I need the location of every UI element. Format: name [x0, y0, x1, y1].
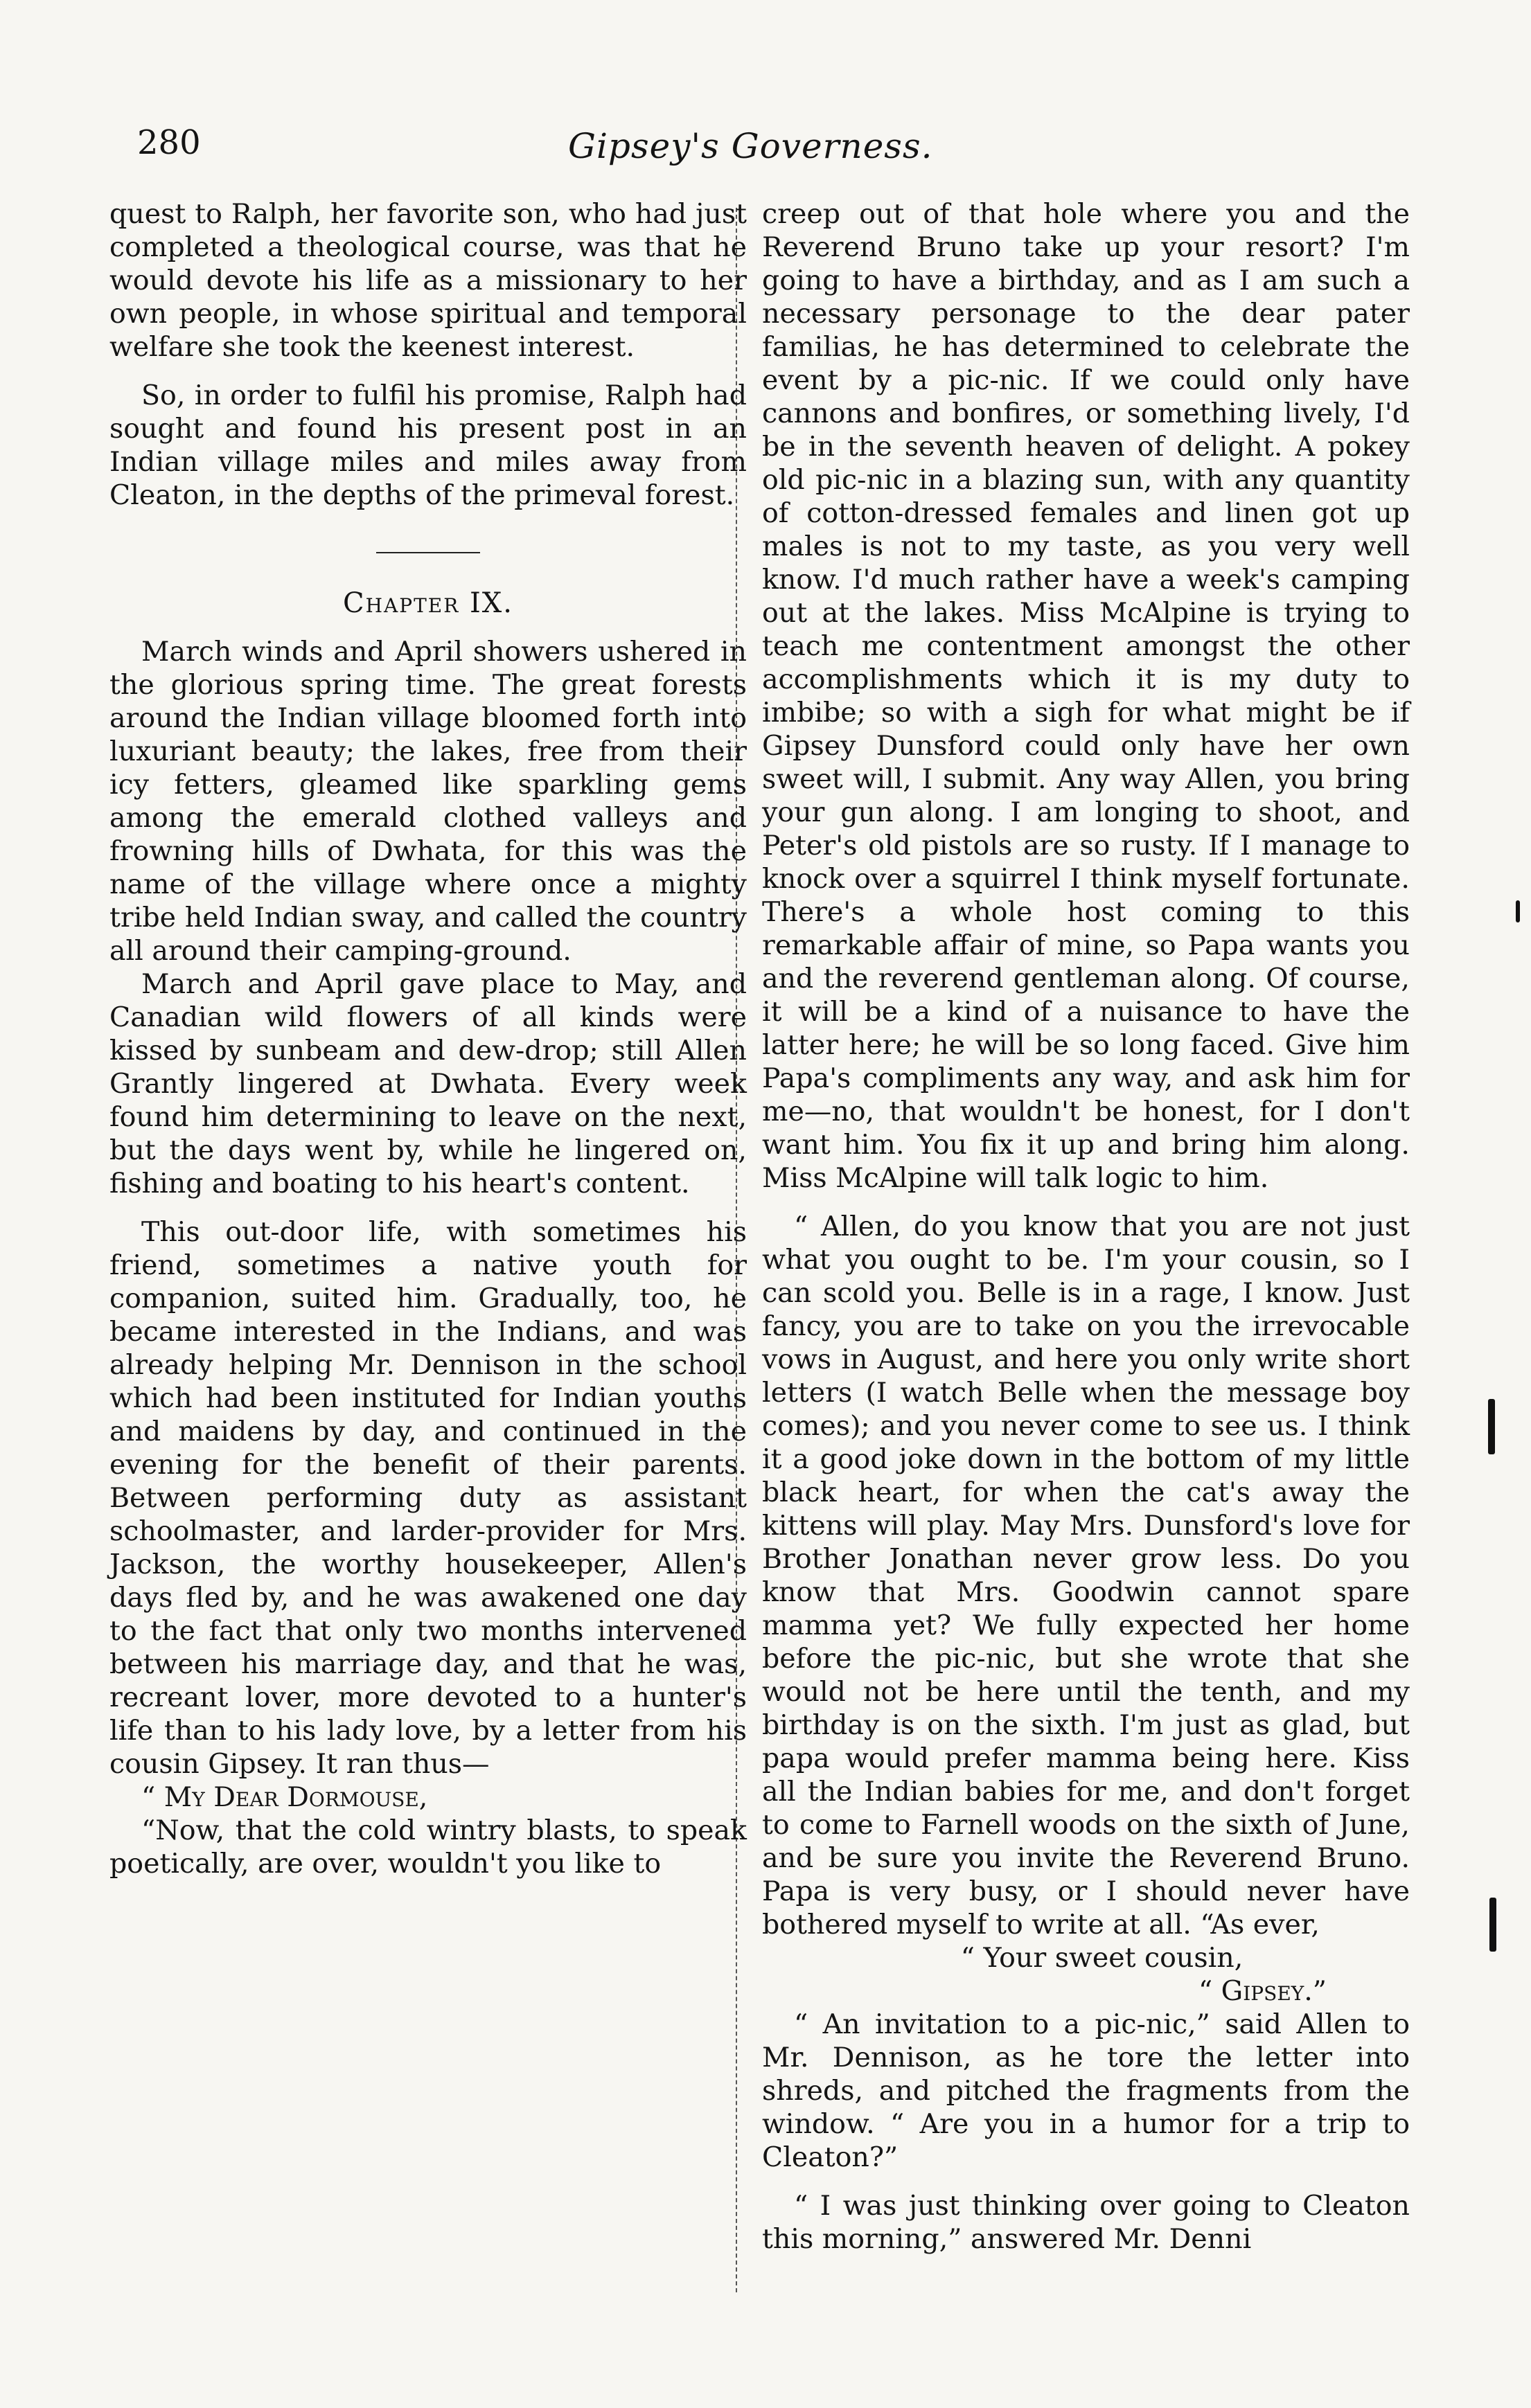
- paragraph: March and April gave place to May, and Canadian wild flowers of all kinds were kissed by sunbeam and dew-drop; still Allen Grantly lingered at Dwhata. Every week found him determining to leave on the next, but the days went by, while he lingered on, fishing and boating to his heart's content.: [109, 968, 747, 1199]
- page-number: 280: [137, 123, 201, 162]
- page-header: [125, 116, 1406, 186]
- paragraph: quest to Ralph, her favorite son, who had just completed a theological course, was that he would devote his life as a missionary to her own people, in whose spiritual and temporal welfare she took the keenest interest.: [109, 198, 747, 363]
- paragraph: “ An invitation to a pic-nic,” said Allen to Mr. Dennison, as he tore the letter into shreds, and pitched the fragments from the window. “ Are you in a humor for a trip to Cleaton?”: [762, 2008, 1410, 2173]
- paragraph: creep out of that hole where you and the Reverend Bruno take up your resort? I'm going to have a birthday, and as I am such a necessary personage to the dear pater familias, he has determined to celebrate the event by a pic-nic. If we could only have cannons and bonfires, or something lively, I'd be in the seventh heaven of delight. A pokey old pic-nic in a blazing sun, with any quantity of cotton-dressed females and linen got up males is not to my taste, as you very well know. I'd much rather have a week's camping out at the lakes. Miss McAlpine is trying to teach me contentment amongst the other accomplishments which it is my duty to imbibe; so with a sigh for what might be if Gipsey Dunsford could only have her own sweet will, I submit. Any way Allen, you bring your gun along. I am longing to shoot, and Peter's old pistols are so rusty. If I manage to knock over a squirrel I think myself fortunate. There's a whole host coming to this remarkable affair of mine, so Papa wants you and the reverend gentleman along. Of course, it will be a kind of a nuisance to have the latter here; he will be so long faced. Give him Papa's compliments any way, and ask him for me—no, that wouldn't be honest, for I don't want him. You fix it up and bring him along. Miss McAlpine will talk logic to him.: [762, 198, 1410, 1194]
- paragraph: “ Allen, do you know that you are not just what you ought to be. I'm your cousin, so I can scold you. Belle is in a rage, I know. Just fancy, you are to take on you the irrevocable vows in August, and here you only write short letters (I watch Belle when the message boy comes); and you never come to see us. I think it a good joke down in the bottom of my little black heart, for when the cat's away the kittens will play. May Mrs. Dunsford's love for Brother Jonathan never grow less. Do you know that Mrs. Goodwin cannot spare mamma yet? We fully expected her home before the pic-nic, but she wrote that she would not be here until the tenth, and my birthday is on the sixth. I'm just as glad, but papa would prefer mamma being here. Kiss all the Indian babies for me, and don't forget to come to Farnell woods on the sixth of June, and be sure you invite the Reverend Bruno. Papa is very busy, or I should never have bothered myself to write at all. “As ever,: [762, 1211, 1410, 1941]
- letter-closing: “ Your sweet cousin,: [960, 1942, 1244, 1974]
- paragraph: March winds and April showers ushered in the glorious spring time. The great forests around the Indian village bloomed forth into luxuriant beauty; the lakes, free from their icy fetters, gleamed like sparkling gems among the emerald clothed valleys and frowning hills of Dwhata, for this was the name of the village where once a mighty tribe held Indian sway, and called the country all around their camping-ground.: [109, 636, 747, 967]
- margin-mark: [1488, 1399, 1495, 1454]
- paragraph: So, in order to fulfil his promise, Ralph had sought and found his present post in an Indian village miles and miles away from Cleaton, in the depths of the primeval forest.: [109, 380, 747, 511]
- paragraph: “ I was just thinking over going to Cleaton this morning,” answered Mr. Denni: [762, 2190, 1410, 2255]
- section-rule: [376, 552, 480, 553]
- margin-mark: [1489, 1898, 1496, 1952]
- margin-mark: [1516, 900, 1520, 922]
- letter-signature: “ Gipsey.”: [1198, 1975, 1327, 2007]
- running-title: Gipsey's Governess.: [568, 126, 933, 166]
- chapter-heading: Chapter IX.: [343, 587, 513, 619]
- paragraph: “Now, that the cold wintry blasts, to speak poetically, are over, wouldn't you like to: [109, 1814, 747, 1880]
- letter-salutation: “ My Dear Dormouse,: [141, 1781, 428, 1813]
- left-column: [109, 197, 747, 1880]
- right-column: [747, 197, 1410, 2256]
- paragraph: This out-door life, with sometimes his friend, sometimes a native youth for companion, suited him. Gradually, too, he became interested in the Indians, and was already helping Mr. Dennison in the school which had been instituted for Indian youths and maidens by day, and continued in the evening for the benefit of their parents. Between performing duty as assistant schoolmaster, and larder-provider for Mrs. Jackson, the worthy housekeeper, Allen's days fled by, and he was awakened one day to the fact that only two months intervened between his marriage day, and that he was, recreant lover, more devoted to a hunter's life than to his lady love, by a letter from his cousin Gipsey. It ran thus—: [109, 1216, 747, 1780]
